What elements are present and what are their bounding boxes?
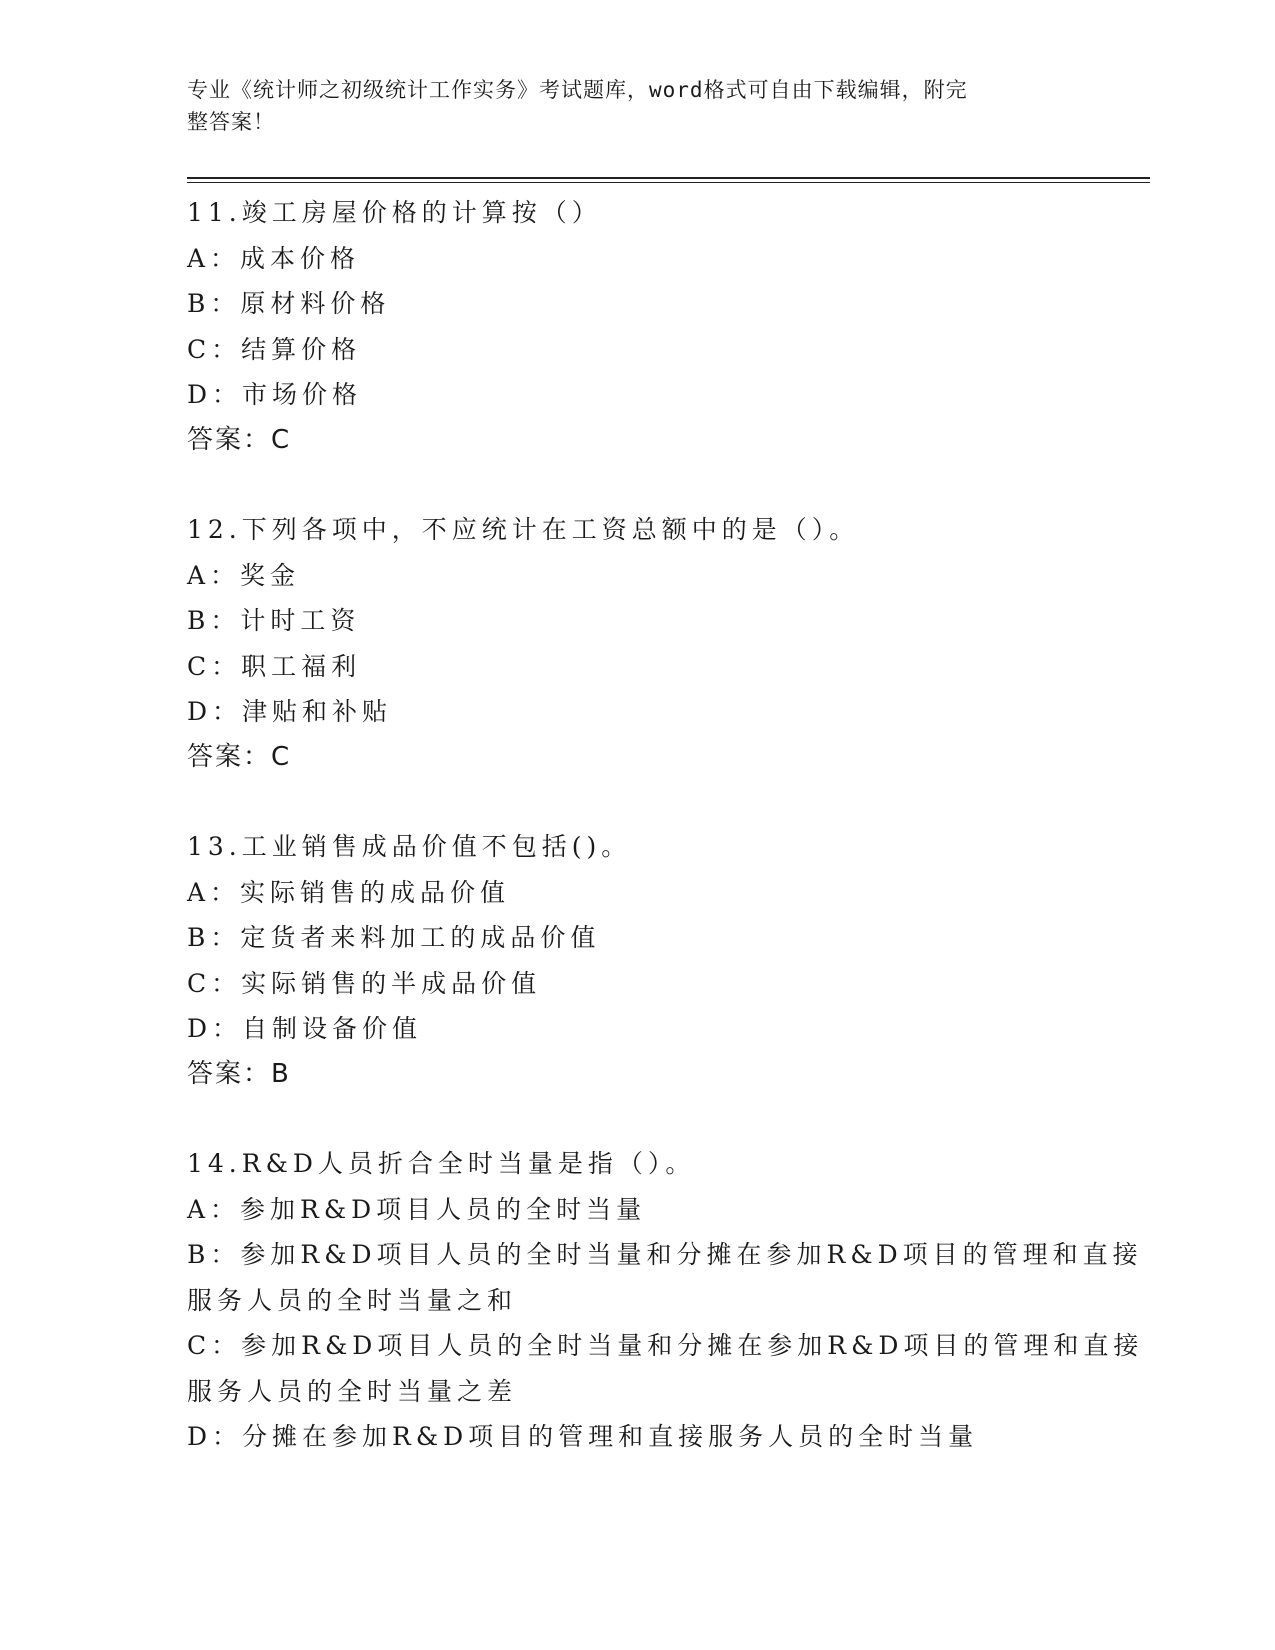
question-stem: 13.工业销售成品价值不包括()。: [187, 832, 632, 861]
option-b: B：原材料价格: [187, 289, 391, 318]
question-stem: 11.竣工房屋价格的计算按（）: [187, 198, 602, 227]
option-a: A：奖金: [187, 560, 301, 590]
question-12: [187, 507, 1087, 780]
option-d: D：市场价格: [187, 380, 363, 409]
option-a: A：成本价格: [187, 243, 361, 273]
option-c: C：结算价格: [187, 334, 362, 364]
option-d: D：津贴和补贴: [187, 697, 393, 726]
option-a: A：实际销售的成品价值: [187, 877, 511, 907]
header-line-2: 整答案！: [187, 110, 275, 134]
question-list: [187, 190, 1144, 1504]
option-c: C：参加R&D项目人员的全时当量和分摊在参加R&D项目的管理和直接: [187, 1331, 1144, 1360]
option-b: B：参加R&D项目人员的全时当量和分摊在参加R&D项目的管理和直接: [187, 1240, 1143, 1269]
question-13: [187, 824, 1087, 1097]
option-d: D：自制设备价值: [187, 1014, 423, 1043]
option-c: C：实际销售的半成品价值: [187, 968, 542, 998]
option-b: B：计时工资: [187, 606, 361, 635]
header-line-1: 专业《统计师之初级统计工作实务》考试题库，word格式可自由下载编辑，附完: [187, 78, 968, 102]
question-stem: 14.R&D人员折合全时当量是指（）。: [187, 1149, 696, 1178]
question-14: [187, 1141, 1144, 1460]
header-divider-thick: [187, 177, 1150, 179]
document-header: [187, 74, 1067, 138]
option-b-continued: 服务人员的全时当量之和: [187, 1285, 518, 1315]
question-stem: 12.下列各项中，不应统计在工资总额中的是（）。: [187, 515, 860, 544]
answer-label: 答案：C: [187, 741, 292, 772]
answer-label: 答案：C: [187, 424, 292, 455]
option-b: B：定货者来料加工的成品价值: [187, 923, 601, 952]
option-d: D：分摊在参加R&D项目的管理和直接服务人员的全时当量: [187, 1422, 979, 1451]
header-divider-thin: [187, 182, 1150, 183]
answer-label: 答案：B: [187, 1058, 291, 1089]
option-c: C：职工福利: [187, 651, 362, 681]
question-11: [187, 190, 1087, 463]
option-c-continued: 服务人员的全时当量之差: [187, 1376, 518, 1406]
option-a: A：参加R&D项目人员的全时当量: [187, 1194, 647, 1224]
